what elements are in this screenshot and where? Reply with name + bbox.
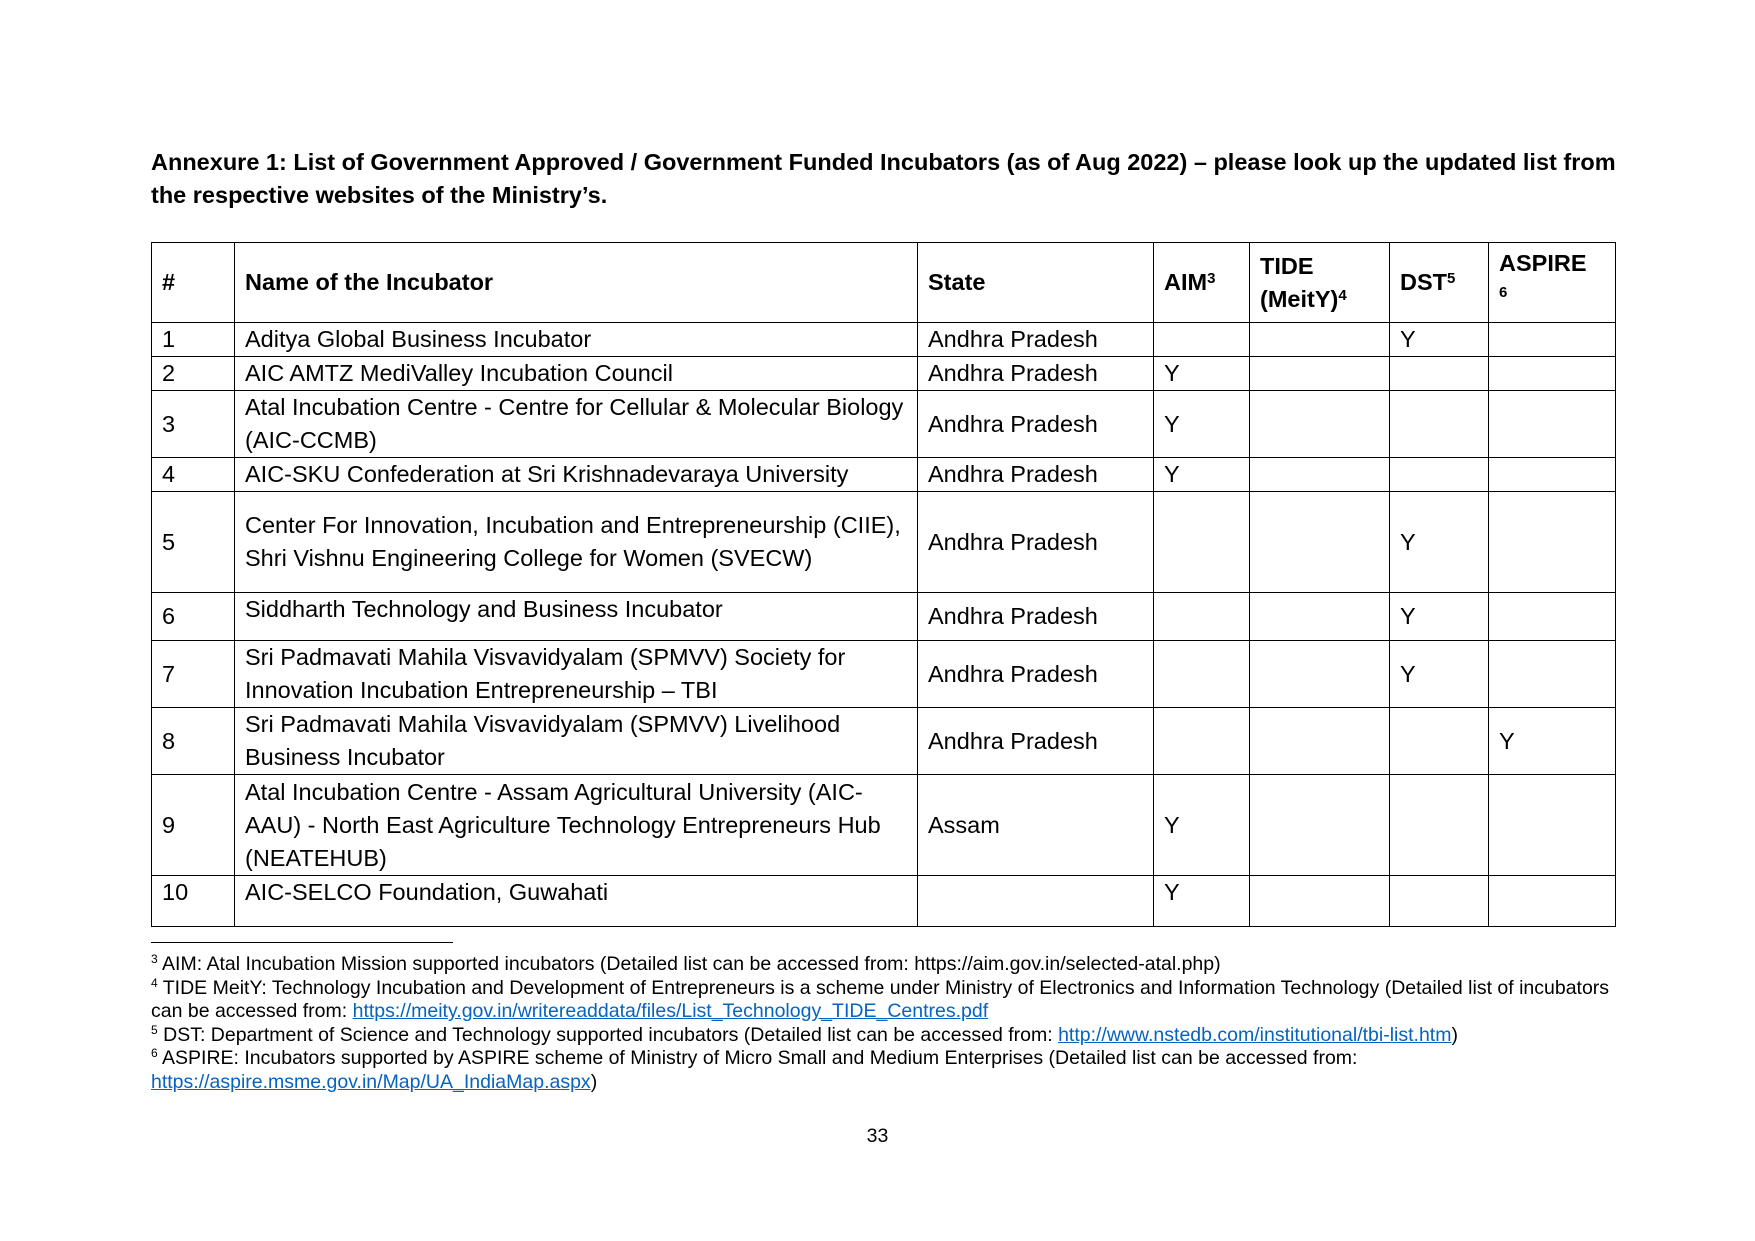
cell-state: Andhra Pradesh <box>918 323 1154 357</box>
cell-aspire <box>1489 357 1616 391</box>
cell-dst <box>1390 876 1489 927</box>
cell-aspire: Y <box>1489 708 1616 775</box>
cell-aspire <box>1489 458 1616 492</box>
cell-name: Sri Padmavati Mahila Visvavidyalam (SPMVV) Livelihood Business Incubator <box>235 708 918 775</box>
page-number: 33 <box>866 1125 889 1147</box>
cell-aspire <box>1489 492 1616 593</box>
table-row <box>152 708 1616 775</box>
footnote-ref-3: 3 <box>1207 270 1216 287</box>
cell-dst <box>1390 458 1489 492</box>
cell-tide <box>1250 876 1390 927</box>
cell-aim <box>1154 323 1250 357</box>
footnotes <box>151 953 1621 1095</box>
cell-aspire <box>1489 391 1616 458</box>
cell-aim <box>1154 492 1250 593</box>
cell-state: Andhra Pradesh <box>918 391 1154 458</box>
cell-tide <box>1250 593 1390 641</box>
footnote-marker: 3 <box>151 952 158 966</box>
table-row <box>152 775 1616 876</box>
cell-aim: Y <box>1154 458 1250 492</box>
cell-name: Sri Padmavati Mahila Visvavidyalam (SPMVV) Society for Innovation Incubation Entrepreneurship – TBI <box>235 641 918 708</box>
cell-tide <box>1250 641 1390 708</box>
cell-tide <box>1250 492 1390 593</box>
footnote-marker: 5 <box>151 1022 158 1037</box>
cell-state: Assam <box>918 775 1154 876</box>
table-row <box>152 876 1616 927</box>
cell-dst <box>1390 391 1489 458</box>
cell-dst <box>1390 775 1489 876</box>
table-row <box>152 641 1616 708</box>
cell-num: 8 <box>152 708 235 775</box>
cell-tide <box>1250 357 1390 391</box>
cell-name: Atal Incubation Centre - Centre for Cellular & Molecular Biology (AIC-CCMB) <box>235 391 918 458</box>
cell-aim: Y <box>1154 357 1250 391</box>
cell-tide <box>1250 391 1390 458</box>
header-state: State <box>918 243 1154 323</box>
footnote-5 <box>151 1024 1621 1048</box>
footnote-text: AIM: Atal Incubation Mission supported incubators (Detailed list can be accessed from: https://aim.gov.in/selected-atal.php) <box>162 953 1221 975</box>
cell-name: AIC-SKU Confederation at Sri Krishnadevaraya University <box>235 458 918 492</box>
cell-dst <box>1390 708 1489 775</box>
cell-state: Andhra Pradesh <box>918 357 1154 391</box>
cell-dst: Y <box>1390 492 1489 593</box>
table-row <box>152 357 1616 391</box>
cell-num: 7 <box>152 641 235 708</box>
cell-tide <box>1250 775 1390 876</box>
page-title: Annexure 1: List of Government Approved / Government Funded Incubators (as of Aug 2022) – please look up the updated list from the respective websites of the Ministry’s. <box>151 149 1616 208</box>
cell-state: Andhra Pradesh <box>918 593 1154 641</box>
header-tide: TIDE (MeitY)$^4$ <box>1250 243 1390 323</box>
footnote-3 <box>151 953 1621 977</box>
footnote-text: ASPIRE: Incubators supported by ASPIRE scheme of Ministry of Micro Small and Medium Enterprises (Detailed list can be accessed from: <box>162 1047 1358 1070</box>
cell-aspire <box>1489 593 1616 641</box>
header-num: # <box>152 243 235 323</box>
cell-dst: Y <box>1390 593 1489 641</box>
cell-aspire <box>1489 323 1616 357</box>
footnote-4 <box>151 977 1621 1024</box>
cell-name: Center For Innovation, Incubation and Entrepreneurship (CIIE), Shri Vishnu Engineering College for Women (SVECW) <box>235 492 918 593</box>
footnote-suffix: ) <box>590 1070 598 1093</box>
dst-list-link[interactable]: http://www.nstedb.com/institutional/tbi-list.htm <box>1058 1023 1452 1046</box>
table-row <box>152 593 1616 641</box>
header-aspire: ASPIRE $^6$ <box>1489 243 1616 323</box>
cell-num: 9 <box>152 775 235 876</box>
cell-aspire <box>1489 775 1616 876</box>
footnote-text: DST: Department of Science and Technology supported incubators (Detailed list can be accessed from: <box>163 1023 1059 1046</box>
table-row <box>152 323 1616 357</box>
cell-tide <box>1250 458 1390 492</box>
footnote-6 <box>151 1047 1621 1094</box>
cell-state: Andhra Pradesh <box>918 641 1154 708</box>
cell-state: Andhra Pradesh <box>918 458 1154 492</box>
footnote-marker: 4 <box>151 975 158 990</box>
cell-state: Andhra Pradesh <box>918 492 1154 593</box>
cell-name: AIC AMTZ MediValley Incubation Council <box>235 357 918 391</box>
cell-state <box>918 876 1154 927</box>
cell-dst: Y <box>1390 641 1489 708</box>
cell-aim <box>1154 641 1250 708</box>
table-row <box>152 458 1616 492</box>
cell-name: Atal Incubation Centre - Assam Agricultural University (AIC-AAU) - North East Agriculture Technology Entrepreneurs Hub (NEATEHUB) <box>235 775 918 876</box>
cell-num: 10 <box>152 876 235 927</box>
cell-tide <box>1250 708 1390 775</box>
cell-aspire <box>1489 641 1616 708</box>
tide-list-link[interactable]: https://meity.gov.in/writereaddata/files/List_Technology_TIDE_Centres.pdf <box>352 1000 989 1023</box>
cell-aim: Y <box>1154 876 1250 927</box>
cell-dst: Y <box>1390 323 1489 357</box>
cell-aim: Y <box>1154 775 1250 876</box>
footnote-text: TIDE MeitY: Technology Incubation and Development of Entrepreneurs is a scheme under Ministry of Electronics and Information Technology (Detailed list of incubators can be accessed from: <box>151 976 1610 1023</box>
footnote-ref-6: 6 <box>1499 284 1508 301</box>
cell-aim <box>1154 708 1250 775</box>
cell-name: AIC-SELCO Foundation, Guwahati <box>235 876 918 927</box>
cell-state: Andhra Pradesh <box>918 708 1154 775</box>
cell-dst <box>1390 357 1489 391</box>
footnote-suffix: ) <box>1451 1023 1458 1046</box>
cell-num: 6 <box>152 593 235 641</box>
header-aim: AIM$^3$ <box>1154 243 1250 323</box>
incubator-table <box>151 242 1616 927</box>
footnote-marker: 6 <box>151 1046 158 1061</box>
table-row <box>152 391 1616 458</box>
cell-name: Siddharth Technology and Business Incubator <box>235 593 918 641</box>
table-row <box>152 492 1616 593</box>
cell-num: 4 <box>152 458 235 492</box>
cell-num: 3 <box>152 391 235 458</box>
footnote-separator <box>151 942 453 943</box>
cell-num: 5 <box>152 492 235 593</box>
header-dst: DST$^5$ <box>1390 243 1489 323</box>
cell-name: Aditya Global Business Incubator <box>235 323 918 357</box>
footnote-ref-4: 4 <box>1338 286 1347 304</box>
header-name: Name of the Incubator <box>235 243 918 323</box>
cell-num: 1 <box>152 323 235 357</box>
cell-aim <box>1154 593 1250 641</box>
table-header-row <box>152 243 1616 323</box>
cell-tide <box>1250 323 1390 357</box>
cell-aspire <box>1489 876 1616 927</box>
cell-num: 2 <box>152 357 235 391</box>
footnote-ref-5: 5 <box>1447 270 1456 287</box>
aspire-map-link[interactable]: https://aspire.msme.gov.in/Map/UA_IndiaMap.aspx <box>151 1070 591 1093</box>
cell-aim: Y <box>1154 391 1250 458</box>
